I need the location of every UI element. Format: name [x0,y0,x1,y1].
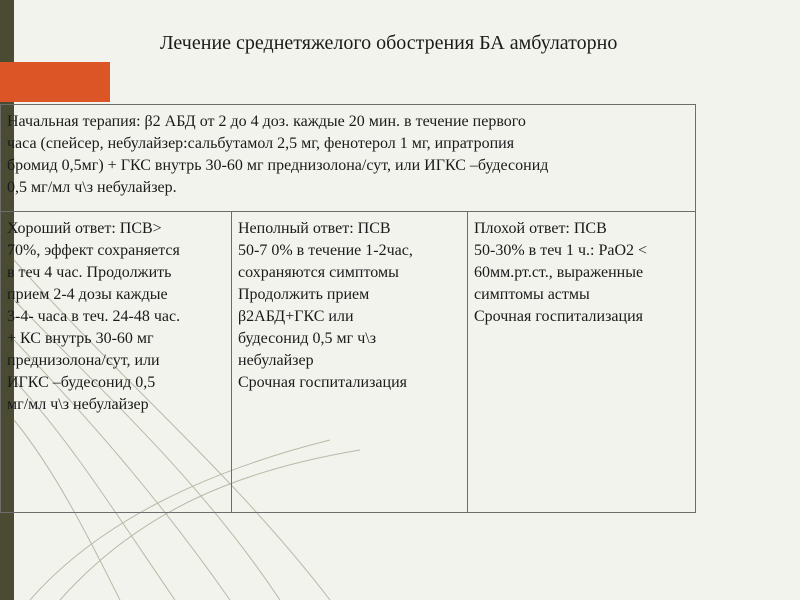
initial-therapy-cell [1,105,696,212]
good-response-line: Хороший ответ: ПСВ> [7,220,162,237]
poor-response-line: 50-30% в теч 1 ч.: PaO2 < [474,242,648,259]
good-response-line: 70%, эффект сохраняется [7,242,180,259]
partial-response-line: будесонид 0,5 мг ч\з [238,330,377,347]
good-response-line: ИГКС –будесонид 0,5 [7,374,156,391]
partial-response-line: 50-7 0% в течение 1-2час, [238,242,413,259]
treatment-table [0,104,696,513]
slide-title: Лечение среднетяжелого обострения БА амбулаторно [160,32,618,54]
good-response-line: в теч 4 час. Продолжить [7,264,172,281]
poor-response-line: Срочная госпитализация [474,308,643,325]
partial-response-line: β2АБД+ГКС или [238,308,354,325]
good-response-line: 3-4- часа в теч. 24-48 час. [7,308,181,325]
good-response-line: + КС внутрь 30-60 мг [7,330,154,347]
initial-therapy-line: 0,5 мг/мл ч\з небулайзер. [7,179,177,196]
poor-response-line: симптомы астмы [474,286,590,303]
partial-response-line: небулайзер [238,352,314,369]
initial-therapy-line: часа (спейсер, небулайзер:сальбутамол 2,5 мг, фенотерол 1 мг, ипратропия [7,135,515,152]
accent-bar [0,62,110,102]
initial-therapy-line: бромид 0,5мг) + ГКС внутрь 30-60 мг преднизолона/сут, или ИГКС –будесонид [7,157,549,174]
good-response-line: мг/мл ч\з небулайзер [7,396,149,413]
good-response-line: прием 2-4 дозы каждые [7,286,168,303]
poor-response-line: Плохой ответ: ПСВ [474,220,607,237]
partial-response-line: Срочная госпитализация [238,374,407,391]
partial-response-line: Неполный ответ: ПСВ [238,220,391,237]
initial-therapy-line: Начальная терапия: β2 АБД от 2 до 4 доз. каждые 20 мин. в течение первого [7,113,526,130]
good-response-line: преднизолона/сут, или [7,352,160,369]
poor-response-line: 60мм.рт.ст., выраженные [474,264,644,281]
partial-response-line: Продолжить прием [238,286,370,303]
table-row-initial [1,105,696,212]
partial-response-line: сохраняются симптомы [238,264,399,281]
good-response-cell [1,212,232,513]
poor-response-cell [468,212,696,513]
partial-response-cell [232,212,468,513]
table-row-responses [1,212,696,513]
